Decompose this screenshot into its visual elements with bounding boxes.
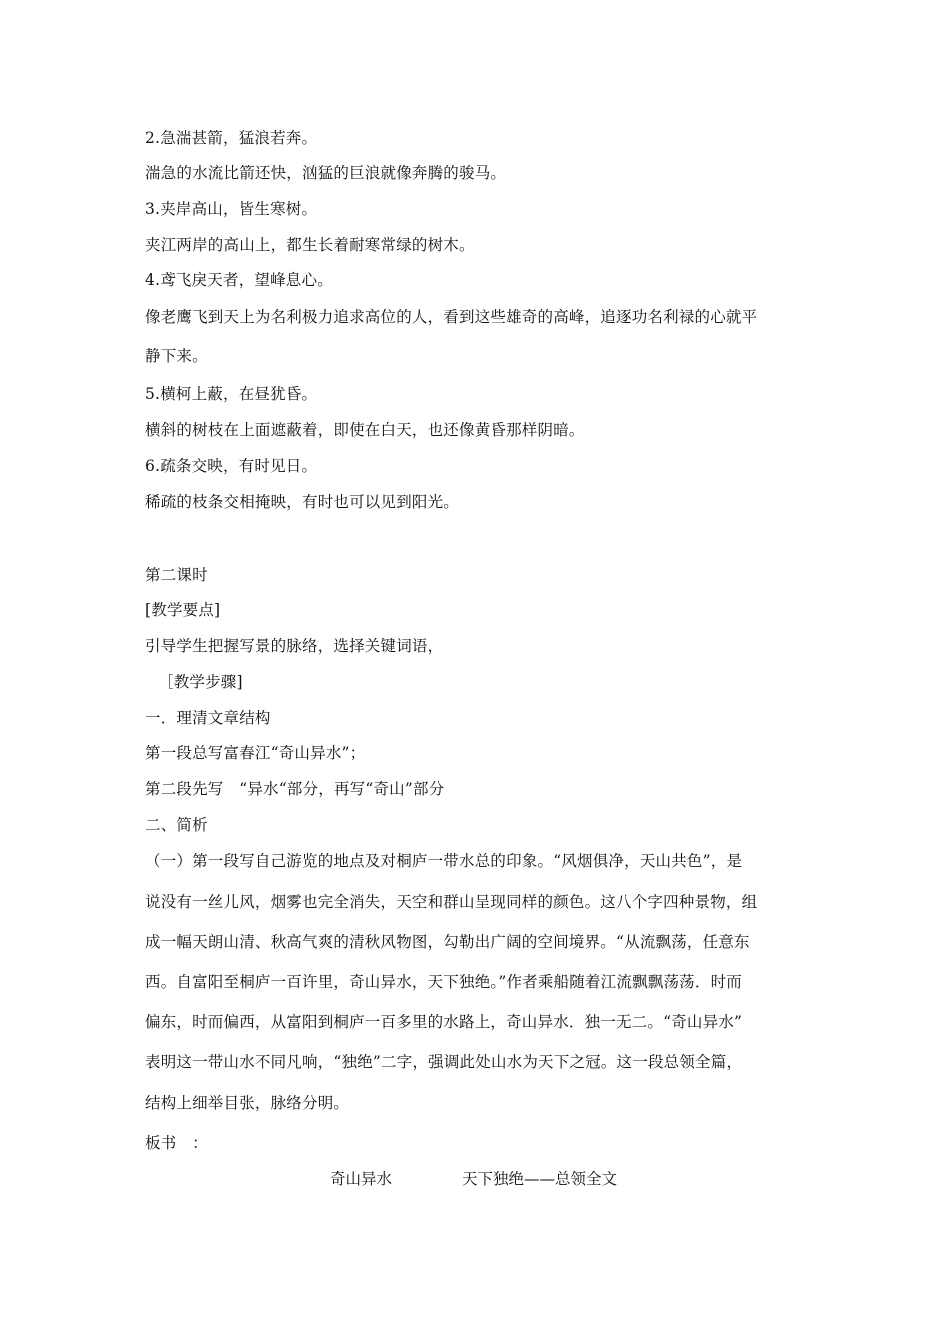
- text-line: 第一段总写富春江“奇山异水”；: [145, 744, 366, 762]
- text-line: 夹江两岸的高山上，都生长着耐寒常绿的树木。: [145, 236, 475, 254]
- paragraph-line: 说没有一丝儿风，烟雾也完全消失，天空和群山呈现同样的颜色。这八个字四种景物，组: [145, 893, 758, 911]
- section-label: [教学要点]: [145, 601, 221, 619]
- paragraph-line: （一）第一段写自己游览的地点及对桐庐一带水总的印象。“风烟俱净，天山共色”，是: [145, 852, 743, 870]
- paragraph-line: 西。自富阳至桐庐一百许里，奇山异水，天下独绝。”作者乘船随着江流飘飘荡荡．时而: [145, 973, 742, 991]
- text-line: 引导学生把握写景的脉络，选择关键词语，: [145, 637, 444, 655]
- text-line: 第二段先写 “异水“部分，再写“奇山”部分: [145, 780, 445, 798]
- text-line: 湍急的水流比箭还快，汹猛的巨浪就像奔腾的骏马。: [145, 164, 507, 182]
- paragraph-line: 成一幅天朗山清、秋高气爽的清秋风物图，勾勒出广阔的空间境界。“从流飘荡，任意东: [145, 933, 750, 951]
- text-line: 6.疏条交映，有时见日。: [145, 457, 318, 475]
- section-heading: 第二课时: [145, 566, 208, 584]
- board-left-text: 奇山异水: [330, 1170, 393, 1188]
- section-label: ［教学步骤]: [158, 673, 243, 691]
- section-heading: 一．理清文章结构: [145, 709, 271, 727]
- paragraph-line: 表明这一带山水不同凡响，“独绝”二字，强调此处山水为天下之冠。这一段总领全篇，: [145, 1053, 743, 1071]
- paragraph-line: 结构上细举目张，脉络分明。: [145, 1094, 350, 1112]
- text-line: 静下来。: [145, 347, 208, 365]
- text-line: 5.横柯上蔽，在昼犹昏。: [145, 385, 318, 403]
- paragraph-line: 偏东，时而偏西，从富阳到桐庐一百多里的水路上，奇山异水．独一无二。“奇山异水”: [145, 1013, 743, 1031]
- text-line: 2.急湍甚箭，猛浪若奔。: [145, 129, 318, 147]
- board-right-text: 天下独绝——总领全文: [462, 1170, 618, 1188]
- text-line: 横斜的树枝在上面遮蔽着，即使在白天，也还像黄昏那样阴暗。: [145, 421, 585, 439]
- board-heading: 板书 ：: [145, 1134, 208, 1152]
- text-line: 像老鹰飞到天上为名利极力追求高位的人，看到这些雄奇的高峰，追逐功名利禄的心就平: [145, 308, 758, 326]
- text-line: 3.夹岸高山，皆生寒树。: [145, 200, 318, 218]
- text-line: 4.鸢飞戾天者，望峰息心。: [145, 271, 333, 289]
- section-heading: 二、简析: [145, 816, 208, 834]
- text-line: 稀疏的枝条交相掩映，有时也可以见到阳光。: [145, 493, 460, 511]
